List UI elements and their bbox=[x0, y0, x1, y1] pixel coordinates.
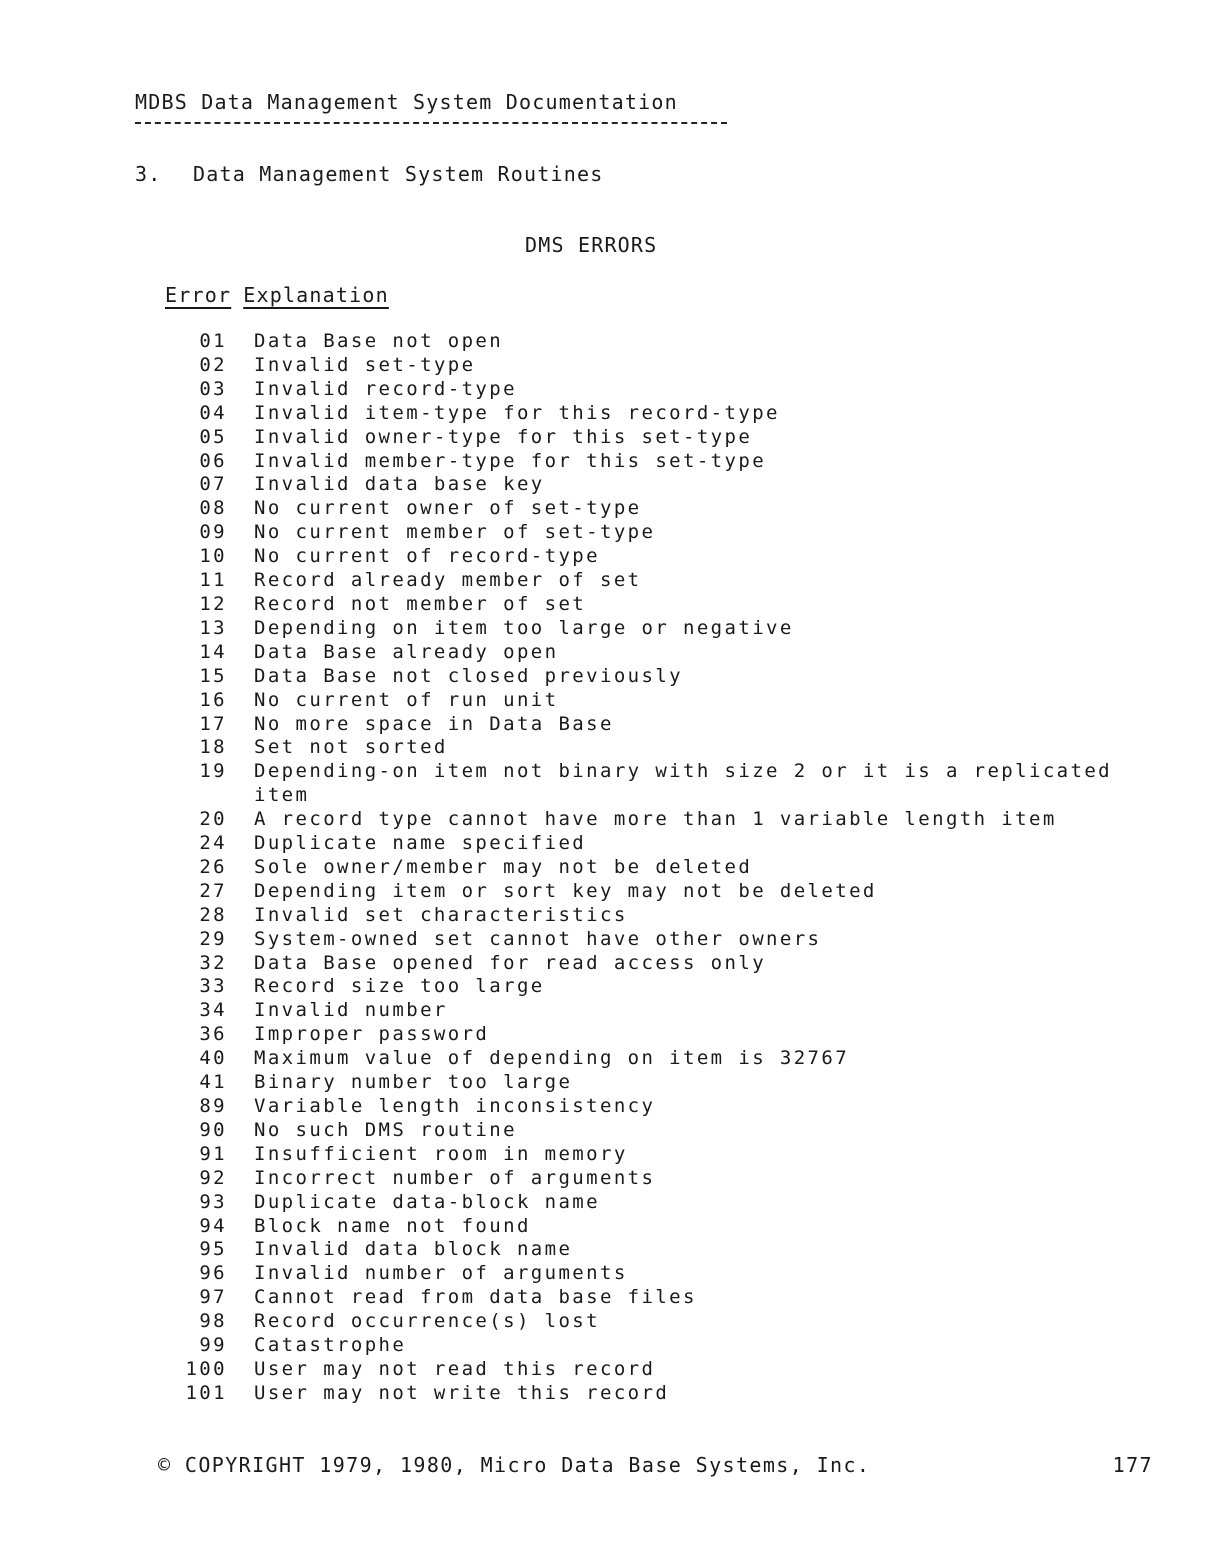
error-explanation: Record not member of set bbox=[254, 592, 587, 615]
error-explanation: Invalid data block name bbox=[254, 1238, 573, 1261]
error-code: 19 bbox=[199, 760, 227, 783]
error-explanation: Catastrophe bbox=[254, 1334, 407, 1357]
error-explanation: Invalid record-type bbox=[254, 377, 517, 400]
error-code: 07 bbox=[199, 473, 227, 496]
error-row bbox=[180, 1286, 1180, 1310]
error-code: 11 bbox=[199, 569, 227, 592]
section-heading bbox=[135, 160, 603, 188]
error-code: 95 bbox=[199, 1238, 227, 1261]
error-explanation: Invalid owner-type for this set-type bbox=[254, 425, 753, 448]
error-code: 18 bbox=[199, 736, 227, 759]
column-headers bbox=[165, 281, 389, 309]
error-code: 15 bbox=[199, 664, 227, 687]
error-code: 36 bbox=[199, 1023, 227, 1046]
error-explanation: Cannot read from data base files bbox=[254, 1286, 697, 1309]
error-code: 93 bbox=[199, 1190, 227, 1213]
error-row bbox=[180, 1262, 1180, 1286]
error-row bbox=[180, 1023, 1180, 1047]
error-explanation: Record already member of set bbox=[254, 569, 642, 592]
error-explanation: Incorrect number of arguments bbox=[254, 1166, 656, 1189]
error-code: 14 bbox=[199, 640, 227, 663]
error-explanation: Invalid number bbox=[254, 999, 448, 1022]
error-code: 06 bbox=[199, 449, 227, 472]
error-explanation: Data Base not closed previously bbox=[254, 664, 684, 687]
error-explanation: Duplicate name specified bbox=[254, 832, 587, 855]
error-code: 94 bbox=[199, 1214, 227, 1237]
error-code: 90 bbox=[199, 1118, 227, 1141]
error-explanation: Invalid set-type bbox=[254, 353, 476, 376]
error-explanation: Data Base not open bbox=[254, 330, 504, 352]
error-code: 96 bbox=[199, 1262, 227, 1285]
error-code: 101 bbox=[185, 1381, 227, 1404]
error-row bbox=[180, 1191, 1180, 1215]
error-explanation: Sole owner/member may not be deleted bbox=[254, 855, 753, 878]
error-row bbox=[180, 1119, 1180, 1143]
error-explanation: Block name not found bbox=[254, 1214, 531, 1237]
error-code: 26 bbox=[199, 855, 227, 878]
error-code: 13 bbox=[199, 616, 227, 639]
error-code: 17 bbox=[199, 712, 227, 735]
error-row bbox=[180, 856, 1180, 880]
error-row bbox=[180, 1310, 1180, 1334]
error-code: 92 bbox=[199, 1166, 227, 1189]
error-explanation: Record occurrence(s) lost bbox=[254, 1310, 600, 1333]
error-row bbox=[180, 569, 1180, 593]
error-explanation: Binary number too large bbox=[254, 1071, 573, 1094]
error-row bbox=[180, 521, 1180, 545]
error-explanation: Variable length inconsistency bbox=[254, 1095, 656, 1117]
error-code: 12 bbox=[199, 592, 227, 615]
error-row bbox=[180, 378, 1180, 402]
copyright-notice: © COPYRIGHT 1979, 1980, Micro Data Base Systems, Inc. bbox=[158, 1453, 871, 1477]
error-row bbox=[180, 641, 1180, 665]
error-code: 04 bbox=[199, 401, 227, 424]
error-row bbox=[180, 1167, 1180, 1191]
error-row bbox=[180, 617, 1180, 641]
error-row bbox=[180, 1382, 1180, 1406]
error-code: 20 bbox=[199, 808, 227, 831]
error-explanation: Record size too large bbox=[254, 975, 545, 998]
error-code: 05 bbox=[199, 425, 227, 448]
error-explanation: Invalid set characteristics bbox=[254, 903, 628, 926]
column-header-explanation: Explanation bbox=[243, 283, 389, 307]
error-row bbox=[180, 473, 1180, 497]
error-row bbox=[180, 593, 1180, 617]
error-row bbox=[180, 1143, 1180, 1167]
error-row bbox=[180, 808, 1180, 832]
error-code: 10 bbox=[199, 545, 227, 568]
error-row bbox=[180, 689, 1180, 713]
error-explanation: Duplicate data-block name bbox=[254, 1190, 600, 1213]
error-explanation: No such DMS routine bbox=[254, 1118, 517, 1141]
error-code: 28 bbox=[199, 903, 227, 926]
error-code: 24 bbox=[199, 832, 227, 855]
error-row bbox=[180, 736, 1180, 760]
error-explanation: Depending item or sort key may not be deleted bbox=[254, 879, 877, 902]
document-header: MDBS Data Management System Documentation bbox=[135, 90, 678, 114]
error-code: 100 bbox=[185, 1357, 227, 1380]
error-row bbox=[180, 1047, 1180, 1071]
error-code: 99 bbox=[199, 1334, 227, 1357]
error-explanation: Invalid member-type for this set-type bbox=[254, 449, 767, 472]
error-explanation: Data Base already open bbox=[254, 640, 559, 663]
error-explanation: System-owned set cannot have other owners bbox=[254, 927, 822, 950]
error-explanation: User may not read this record bbox=[254, 1357, 656, 1380]
error-explanation: Data Base opened for read access only bbox=[254, 951, 767, 974]
error-explanation: No current of run unit bbox=[254, 688, 559, 711]
error-row bbox=[180, 1334, 1180, 1358]
page-title: DMS ERRORS bbox=[525, 233, 658, 257]
error-row bbox=[180, 1238, 1180, 1262]
error-explanation: Insufficient room in memory bbox=[254, 1142, 628, 1165]
error-explanation: Invalid item-type for this record-type bbox=[254, 401, 780, 424]
error-row bbox=[180, 354, 1180, 378]
error-code: 01 bbox=[199, 330, 227, 352]
error-code: 40 bbox=[199, 1047, 227, 1070]
column-header-error: Error bbox=[165, 283, 232, 307]
error-row bbox=[180, 450, 1180, 474]
error-row bbox=[180, 665, 1180, 689]
error-code: 09 bbox=[199, 521, 227, 544]
error-explanation: Maximum value of depending on item is 32767 bbox=[254, 1047, 850, 1070]
error-row bbox=[180, 975, 1180, 999]
error-row bbox=[180, 545, 1180, 569]
error-code: 98 bbox=[199, 1310, 227, 1333]
error-code: 34 bbox=[199, 999, 227, 1022]
error-code: 03 bbox=[199, 377, 227, 400]
section-number: 3. bbox=[135, 162, 162, 186]
error-code: 89 bbox=[199, 1095, 227, 1117]
error-explanation: Improper password bbox=[254, 1023, 490, 1046]
error-row bbox=[180, 952, 1180, 976]
error-explanation: Invalid data base key bbox=[254, 473, 545, 496]
error-row bbox=[180, 497, 1180, 521]
error-row bbox=[180, 1071, 1180, 1095]
error-row bbox=[180, 928, 1180, 952]
header-underline bbox=[135, 122, 727, 124]
error-explanation: No current owner of set-type bbox=[254, 497, 642, 520]
error-code: 97 bbox=[199, 1286, 227, 1309]
page-number: 177 bbox=[1112, 1453, 1153, 1477]
error-row bbox=[180, 1358, 1180, 1382]
error-explanation: No current of record-type bbox=[254, 545, 600, 568]
error-row bbox=[180, 832, 1180, 856]
error-row bbox=[180, 1095, 1180, 1119]
error-row bbox=[180, 880, 1180, 904]
error-list bbox=[180, 330, 1180, 1406]
error-explanation: User may not write this record bbox=[254, 1381, 670, 1404]
error-code: 33 bbox=[199, 975, 227, 998]
error-code: 32 bbox=[199, 951, 227, 974]
error-row bbox=[180, 330, 1180, 354]
error-row bbox=[180, 426, 1180, 450]
error-explanation: Depending on item too large or negative bbox=[254, 616, 794, 639]
error-code: 27 bbox=[199, 879, 227, 902]
error-explanation: No more space in Data Base bbox=[254, 712, 614, 735]
error-row bbox=[180, 402, 1180, 426]
error-code: 29 bbox=[199, 927, 227, 950]
error-code: 91 bbox=[199, 1142, 227, 1165]
error-row bbox=[180, 760, 1180, 808]
error-explanation: Depending-on item not binary with size 2 or it is a replicated item bbox=[254, 760, 1113, 807]
error-row bbox=[180, 904, 1180, 928]
error-code: 02 bbox=[199, 353, 227, 376]
error-row bbox=[180, 713, 1180, 737]
error-explanation: Invalid number of arguments bbox=[254, 1262, 628, 1285]
error-row bbox=[180, 999, 1180, 1023]
error-explanation: No current member of set-type bbox=[254, 521, 656, 544]
error-explanation: A record type cannot have more than 1 variable length item bbox=[254, 808, 1057, 831]
section-title: Data Management System Routines bbox=[193, 162, 604, 186]
error-code: 41 bbox=[199, 1071, 227, 1094]
error-code: 08 bbox=[199, 497, 227, 520]
error-explanation: Set not sorted bbox=[254, 736, 448, 759]
error-code: 16 bbox=[199, 688, 227, 711]
page-footer bbox=[158, 1451, 1153, 1479]
error-row bbox=[180, 1215, 1180, 1239]
